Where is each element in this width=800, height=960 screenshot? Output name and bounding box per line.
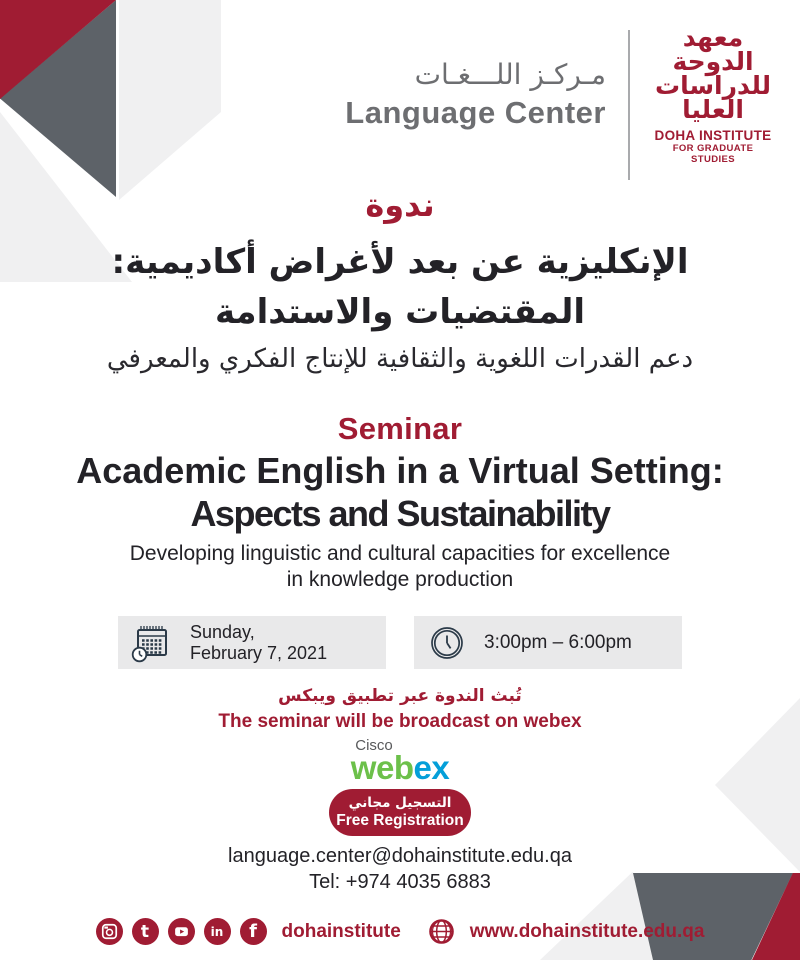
youtube-icon[interactable] xyxy=(168,918,195,945)
language-center-name-english: Language Center xyxy=(345,95,606,130)
doha-institute-name: DOHA INSTITUTE xyxy=(654,128,772,143)
header-divider xyxy=(628,30,630,180)
free-registration-label-arabic: التسجيل مجاني xyxy=(348,795,452,811)
seminar-label-arabic: ندوة xyxy=(365,186,435,224)
linkedin-icon[interactable]: in xyxy=(204,918,231,945)
seminar-subtitle-arabic: دعم القدرات اللغوية والثقافية للإنتاج الفكري والمعرفي xyxy=(106,344,694,374)
time-text: 3:00pm – 6:00pm xyxy=(484,632,632,653)
doha-institute-logo xyxy=(652,23,774,165)
twitter-icon[interactable]: t xyxy=(132,918,159,945)
cisco-webex-logo xyxy=(0,738,800,784)
facebook-icon[interactable]: f xyxy=(240,918,267,945)
schedule-row xyxy=(0,616,800,669)
seminar-title-arabic-line1: الإنكليزية عن بعد لأغراض أكاديمية: xyxy=(111,242,689,282)
globe-icon xyxy=(428,918,455,945)
broadcast-note-arabic: تُبث الندوة عبر تطبيق ويبكس xyxy=(278,686,522,706)
cisco-wordmark: Cisco xyxy=(355,737,393,754)
contact-email[interactable]: language.center@dohainstitute.edu.qa xyxy=(228,845,572,867)
free-registration-label-english: Free Registration xyxy=(336,812,464,829)
broadcast-note-english: The seminar will be broadcast on webex xyxy=(218,711,582,732)
free-registration-button[interactable] xyxy=(329,789,471,836)
language-center-name-arabic: مـركـز اللـــغـات xyxy=(414,58,606,91)
seminar-title-english xyxy=(0,449,800,535)
date-text: Sunday, February 7, 2021 xyxy=(190,621,328,663)
footer xyxy=(0,918,800,945)
clock-icon xyxy=(427,623,467,663)
calendar-icon xyxy=(131,622,173,664)
doha-institute-subname: FOR GRADUATE STUDIES xyxy=(672,143,754,165)
instagram-icon[interactable] xyxy=(96,918,123,945)
date-box xyxy=(118,616,386,669)
seminar-title-english-line1: Academic English in a Virtual Setting: xyxy=(76,450,724,491)
doha-institute-logo-arabic: معهد الدوحة للدراسات العليا xyxy=(654,23,772,124)
webex-wordmark: webex xyxy=(350,749,450,786)
contact-phone[interactable]: Tel: +974 4035 6883 xyxy=(309,871,491,893)
seminar-subtitle-english: Developing linguistic and cultural capacities for excellence in knowledge production xyxy=(129,542,671,591)
language-center-name xyxy=(345,58,606,131)
social-handle: dohainstitute xyxy=(281,920,401,942)
seminar-title-english-line2: Aspects and Sustainability xyxy=(190,493,610,534)
website-url[interactable]: www.dohainstitute.edu.qa xyxy=(469,920,705,942)
header xyxy=(345,23,774,180)
seminar-title-arabic xyxy=(0,237,800,337)
decor-triangle-topleft-lightgray-right xyxy=(119,0,221,200)
seminar-title-arabic-line2: المقتضيات والاستدامة xyxy=(214,292,586,332)
seminar-label-english: Seminar xyxy=(337,411,463,446)
time-box xyxy=(414,616,682,669)
